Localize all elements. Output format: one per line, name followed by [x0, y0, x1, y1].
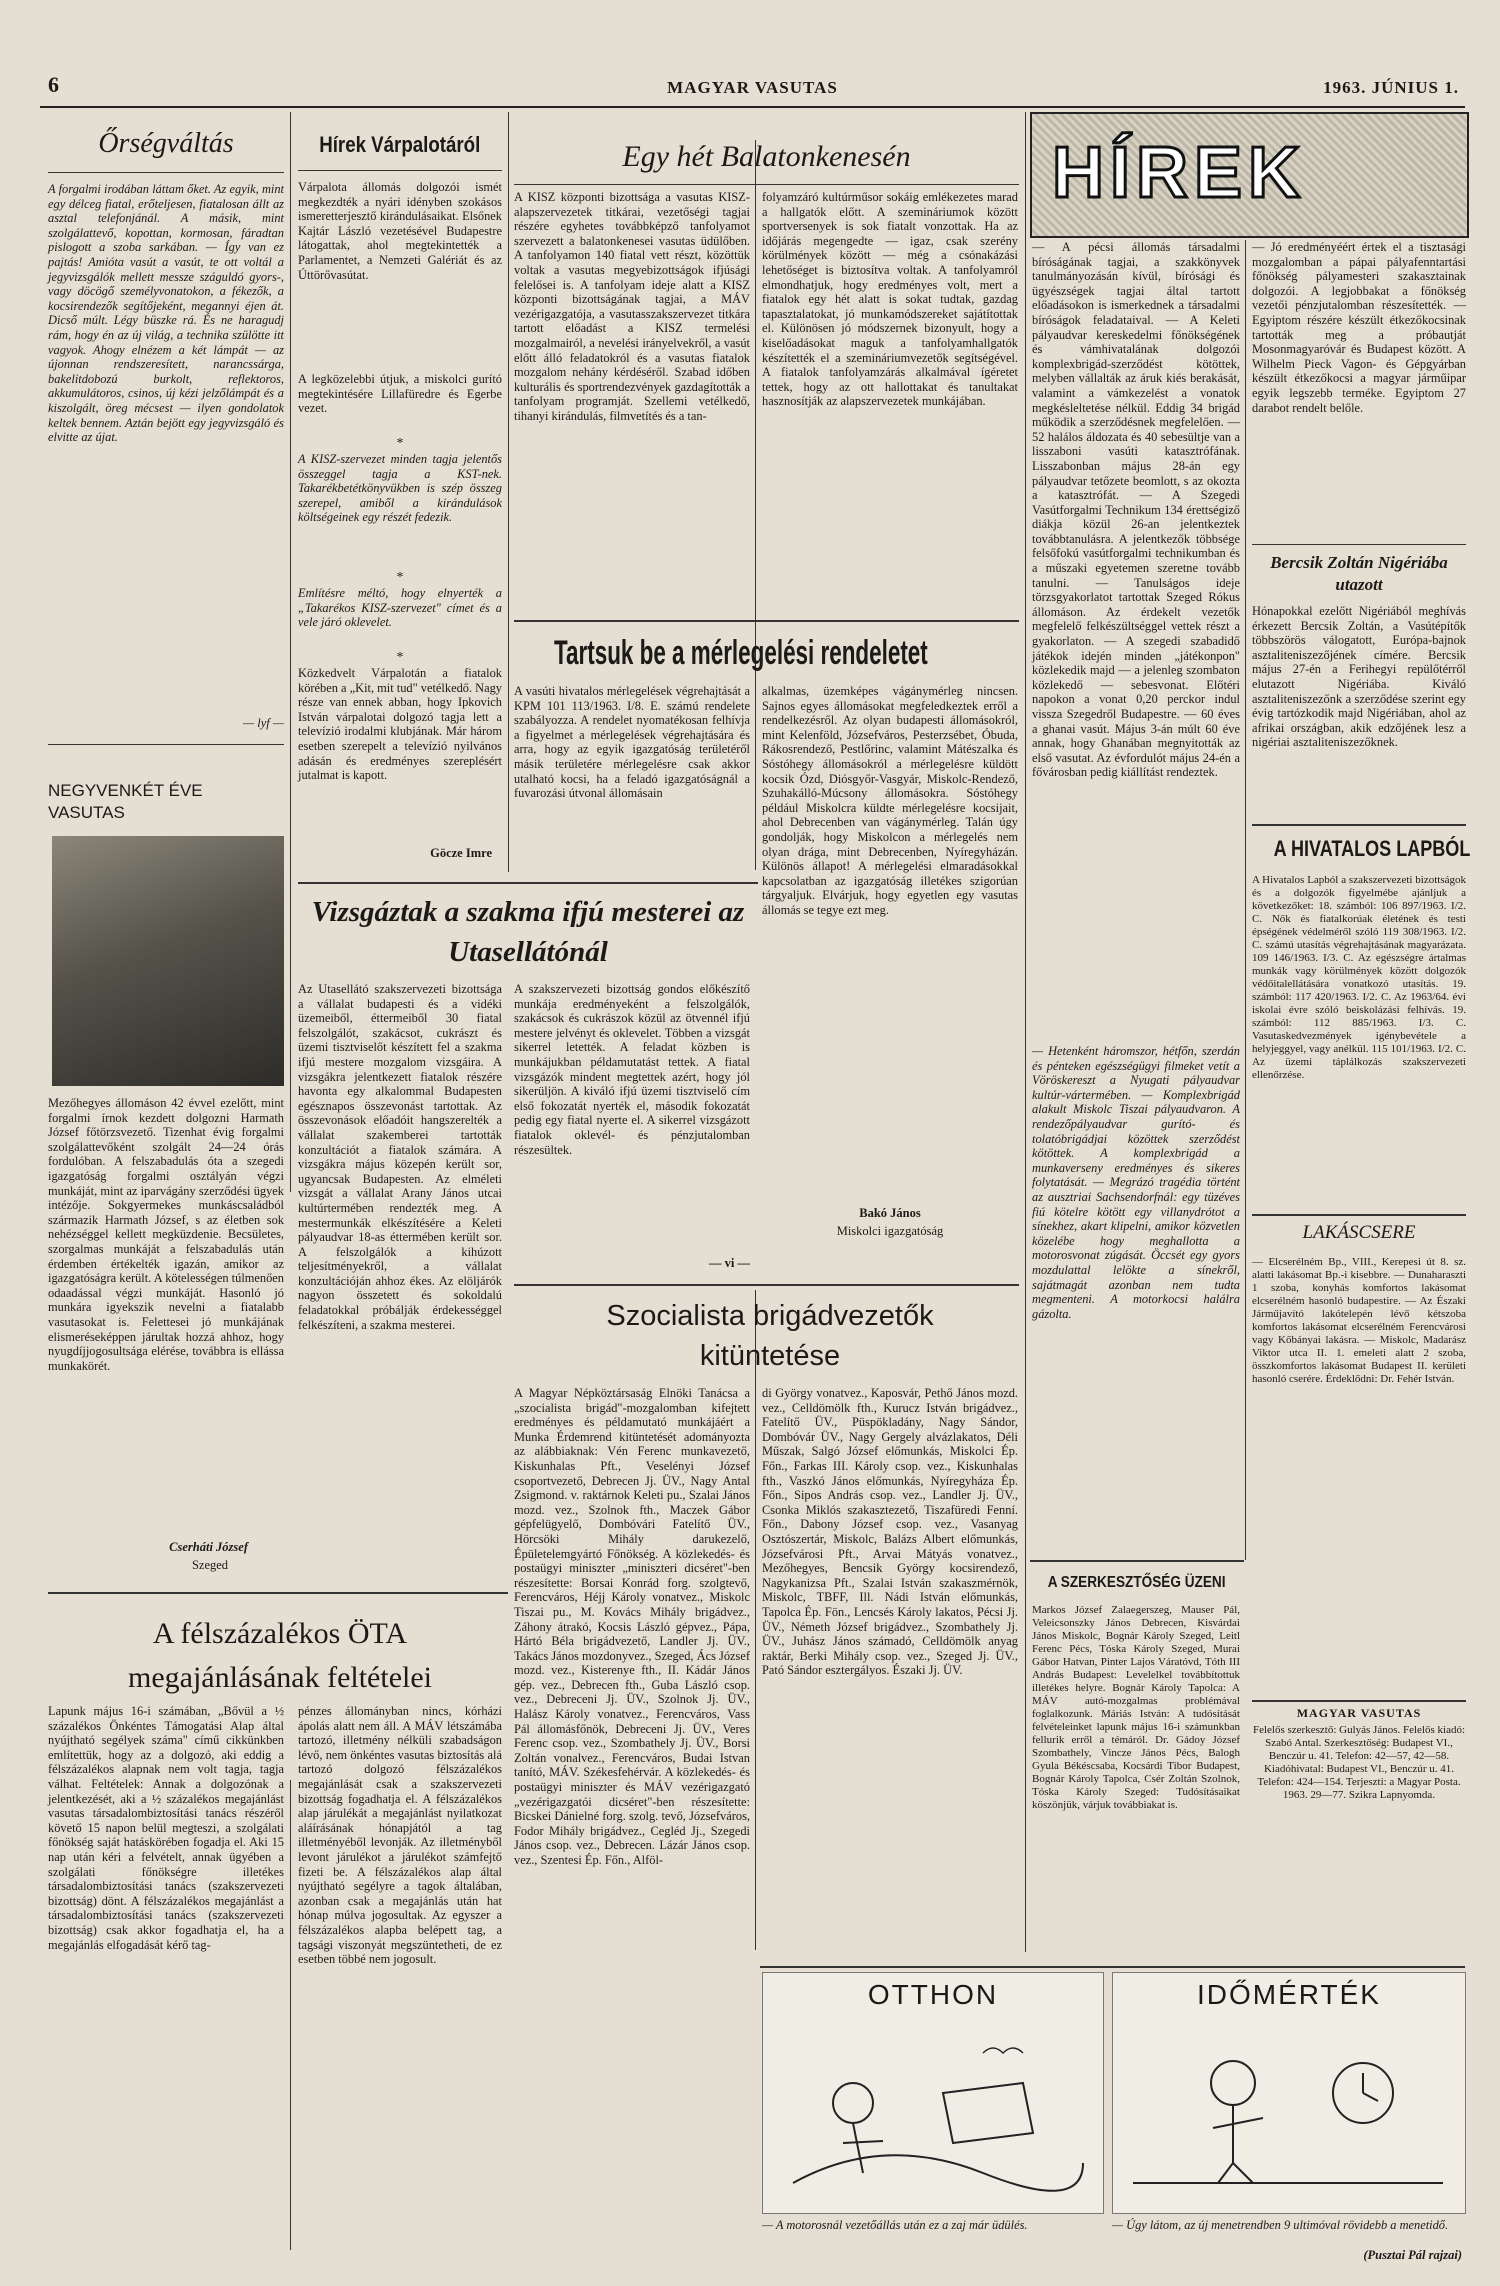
page-number: 6: [48, 72, 60, 97]
uzeni-body: Markos József Zalaegerszeg, Mauser Pál, Veleicsonszky János Debrecen, Kisvárdai János Miskolc, Bognár Károly Szeged, Leitl Ferenc Pécs, Tóska Károly Szeged, Murai Gábor Hatvan, Pinter Lajos Váratóvd, Tóth III András Budapest: Levelelkel továbbítottuk illetékes helyre. Bognár Károly Tapolca: A MÁV autó-mozgalmas problémával foglalkozunk. Máriás István: A tudósítását felvételeinket lapunk május 16-i számunkban fellurik erről a témáról. Dr. Gádoy József Szombathely, Vincze János Pécs, Balogh Gyula Békéscsaba, Kocsárdi Tibor Budapest, Bognár Károly Tapolca, Csér Zoltán Szolnok, Tóska Károly Szeged: Tudósításaikat köszönjük, várjuk továbbiakat is.: [1032, 1604, 1240, 1811]
bercsik-headline: Bercsik Zoltán Nigériába utazott: [1270, 553, 1448, 594]
uzeni-headline: A SZERKESZTŐSÉG ÜZENI: [1048, 1574, 1226, 1591]
divider: [48, 744, 284, 745]
separator-star: *: [396, 650, 404, 665]
hivatalos-headline-wrap: [1252, 836, 1471, 862]
divider: [48, 172, 284, 173]
balaton-col-1: A KISZ központi bizottsága a vasutas KISZ-alapszervezetek titkárai, vezetőségi tagjai részére egyhetes továbbképző tanfolyamot szervezett a balatonkenesei vasutas üdülőben. A tanfolyamon 140 fiatal vett részt, közöttük voltak a vasutas megyebizottságok ifjúsági felelősei is. A tanfolyam ideje alatt a KISZ központi bizottságának tagjai, a MÁV vezérigazgatója, a vasutasszakszervezet titkára tartott előadást a KISZ termelési mozgalmairól, a nevelési irányelvekről, a vasút előtt álló feladatokról és a vasutas fiatalok mozgalom nehány kérdéséről. Szabad időben kulturális és sportrendezvények gazdagították a tanfolyam programját. Szellemi vetélkedő, tihanyi kirándulás, filmvetítés és a tan-: [514, 190, 750, 423]
varpalota-body-3: A KISZ-szervezet minden tagja jelentős összeggel tagja a KST-nek. Takarékbetétkönyvükben is szép összeg szerepel, amiből a kirándulások költségeinek egy részét fedezik.: [298, 452, 502, 525]
ota-col-2: pénzes állományban nincs, kórházi ápolás alatt nem áll. A MÁV létszámába tartozó, illetmény nélküli szabadságon lévő, nem önkéntes vasutas biztosítás alá tartozó dolgozó félszázalékos megajánlását csak a szakszervezeti bizottság fogadhatja el. A félszázalékos alap járulékát a megajánlást nyilatkozat aláírásának hónapjától a tag illetményéből levonják. Az illetményből levont járulékot a járulékot számfejtő fizeti be. A félszázalékos alap által nyújtható segélyre a tagok általában, azonban csak a megajánlás után hat hónap múlva jogosultak. Az egyszer a félszázalékos alapba belépett tag, a tagsági viszonyát megszüntetheti, de ez esetben többé nem jogosult.: [298, 1704, 502, 1967]
varpalota-body-5: Közkedvelt Várpalotán a fiatalok körében a „Kit, mit tud" vetélkedő. Nagy része van ennek abban, hogy Ipkovich István várpalotai dolgozó tagja lett a televízió irodalmi klubjának. Már három esetben szerepelt a televízió nyilvános adásán és eredményes szereplésért jutalmat is kapott.: [298, 666, 502, 783]
bercsik-body: Hónapokkal ezelőtt Nigériából meghívás érkezett Bercsik Zoltán, a Vasútépítők többszörös válogatott, Európa-bajnok asztaliteniszezőjének címére. Bercsik május 27-én a Ferihegyi repülőtérről elutazott Nigériába. Kiváló asztaliteniszezőnk a szerződése szerint egy évig tartózkodik majd Nigériában, ahol az afrikai országban, akik edzőjének lesz a nigériai asztaliteniszezőknek.: [1252, 604, 1466, 750]
column-rule: [755, 140, 756, 870]
merlegelesi-col-2: alkalmas, üzemképes vágánymérleg nincsen. Sajnos egyes állomásokat megfeledkeztek erről a rendelkezésről. Az olyan budapesti állomásokról, mint Kelenföld, Józsefváros, Pesterzsébet, Óbuda, Rákosrendező, Pestlőrinc, valamint Mátészalka és Sóstóhegy állomásokról a mérlegelésre küldött kocsik Ózd, Diósgyőr-Vasgyár, Miskolc-Rendező, Szuhakálló-Múcsony állomásokra. Sóstóhegy például Miskolcra küldte mérlegelésre kocsijait, ahol Debrecenben van vágánymérleg. Talán úgy gondolják, hogy Miskolcon a mérlegelés nem olyan drága, mint Debrecenben, Nyíregyházán. Különös állapot! A mérlegelési elmaradásokkal kapcsolatban az igazgatóság illetékes szigorúan tárgyaljuk. Elvárjuk, hogy egyetlen egy vasutas állomás se tegye ezt meg.: [762, 684, 1018, 917]
cartoon-otthon: [762, 1972, 1104, 2214]
varpalota-body-2: A legközelebbi útjuk, a miskolci gurító megtekintésére Lillafüredre és Egerbe vezet.: [298, 372, 502, 416]
balaton-col-2: folyamzáró kultúrműsor sokáig emlékezetes marad a hallgatók előtt. A szemináriumok között sportversenyek is sok fiatalt vonzottak. Ha az időjárás megengedte — igaz, csak szerény körülmények között — még a csónakázási lehetőséget is biztosítva voltak. A tanfolyamról elmondhatjuk, hogy eredményes volt, mert a fiatalok egy hét alatt is sokat tudtak, gazdag tapasztalatokat, jó munkamódszereket sajátítottak el. Különösen jó módszernek bizonyult, hogy a kiselőadásokat maguk a tanfolyamhallgatók készítették el a szemináriumvezetők segítségével. A fiatalok tanfolyamzárás alkalmával ígéretet tettek, hogy az ott hallottakat és tanultakat hasznosítják az alapszervezetek munkájában.: [762, 190, 1018, 409]
cartoon-credit: (Pusztai Pál rajzai): [1363, 2248, 1462, 2262]
uzeni-headline-wrap: [1030, 1574, 1244, 1592]
impresszum-title: MAGYAR VASUTAS: [1296, 1706, 1422, 1720]
szocialista-col-1: A Magyar Népköztársaság Elnöki Tanácsa a „szocialista brigád"-mozgalomban kifejtett eredményes és példamutató munkájáért a Munka Érdemrend kitüntetését adományozta az alábbiaknak: Vén Ferenc munkavezető, Kiskunhalas Pft., Veselényi József csoportvezető, Debrecen Jj. ÜV., Nagy Antal Zsigmond. v. raktárnok Keleti pu., Szalai János mozd. vez., Szolnok fth., Maczek Gábor gépfelügyelő, Dombóvári Fatelítő ÜV., Hörcsöki Mihály darukezelő, Épületelemgyártó Főnökség. A közlekedés- és postaügyi miniszter „miniszteri dicséret"-ben részesítette: Borsai Konrád forg. szolgtevő, Ferencváros, Héjj Károly vonatvez., Miskolc Tiszai pu., M. Kovács Mihály brigádvez., Záhony átrakó, Kocsis László gépvez., Pápa, Hártó Béla brigádvezető, Landler Jj. ÜV., Takács János mozdonyvez., Szeged, Ács József mozd. vez., Kisterenye fth., II. Kádár János gép. vez., Debrecen fth., Guba László csop. vez., Debreceni Jj. ÜV., Szolnok Jj. ÜV., Halász Károly vonatvez., Ferencváros, Vass Pál állomásfőnök, Debreceni Jj. ÜV., Veres Ferenc csop. vez., Szombathely Jj. ÜV., Borsi Zoltán vonalvez., Ferencváros, Budai Istvan tanító, MÁV. Székesfehérvár. A közlekedés- és postaügyi miniszter és MÁV vezérigazgató „vezérigazgatói dicséret"-ben részesítette: Bicskei Dánielné forg. szolg. tevő, Józsefváros, Fodor Mihály brigádvez., Cegléd Jj., Szegedi János csop. vez., Debrecen. Lázár János csop. vez., Szentesi Ép. Főn., Alföl-: [514, 1386, 750, 1867]
cartoon-idomertek: [1112, 1972, 1466, 2214]
merlegelesi-signature-sub: Miskolci igazgatóság: [836, 1224, 944, 1238]
column-rule: [290, 112, 291, 1192]
szocialista-col-2: di György vonatvez., Kaposvár, Pethő János mozd. vez., Celldömölk fth., Kurucz István brigádvez., Fatelítő ÜV., Püspökladány, Nagy Sándor, Dombóvár ÜV., Nagy Gergely alvázlakatos, Déli Műszak, Salgó József előmunkás, Miskolci Ép. Főn., Farkas III. Károly csop. vez., Kiskunhalas fth., Vaszkó János előmunkás, Nyíregyháza Ép. Főn., Sipos András csop. vez., Landler Jj. ÜV., Csonka Miklós szakasztezető, Tiszafüredi Fenní. Főn., Dabony József csop. vez., Vasanyag Osztószertár, Miskolc, Balázs Albert előmunkás, Józsefvárosi Pft., Arvai Mátyás vonatvez., Mezőhegyes, Bencsik György kocsirendező, Nagykanizsa Pft., Szalai István szakaszmérnök, Miskolc, TBFF, Ill. Nádi István előmunkás, Tapolca Ép. Fön., Lencsés Károly lakatos, Pécsi Jj. ÜV., Németh József brigádvez., Szombathely Jj. ÜV., Juhász János számadó, Celldömölk anyag raktár, Berki Mihály csop. vez., Szeged Jj. ÜV., Pató Sándor esztergályos. Északi Jj. ÜV.: [762, 1386, 1018, 1678]
vizsgaztak-col-1: Az Utasellátó szakszervezeti bizottsága a vállalat budapesti és a vidéki üzemeiből, éttermeiből 30 fiatal felszolgálót, szakácsot, cukrászt és üzemi tisztviselőt készített fel a szakma ifjú mestere mozgalom vizsgáira. A vizsgákra jelentkezett fiatalok részére havonta egy alkalommal Budapesten egésznapos összevonást tartottak. Az összevonások előadóit hangszerelték a vállalat szakemberei tartották konzultációt a fiatalok számára. A vizsgákra május közepén került sor, ugyancsak Budapesten. Az elméleti vizsgát a vállalat Arany János utcai kultúrtermében rendezték meg. A mestermunkák elkészítésére a Keleti pályaudvar 18-as éttermében került sor. A felszolgálók a kihúzott teljesítményekről, a vállalat konzultációján ahhoz ékes. Az elöljárók nagyon összetett és sokoldalú feladatokkal próbálják érdekességgel felkészíteni, a szakma mesterei.: [298, 982, 502, 1332]
divider: [1252, 544, 1466, 545]
hirek-title-box: [1030, 112, 1469, 238]
divider: [1030, 1560, 1244, 1562]
hirek-col-1: — A pécsi állomás társadalmi bíróságának tagjai, a szakkönyvek tanulmányozásán kívül, bírósági és ügyészségek tagjai által tartott előadásokon is ismerkednek a társadalmi bíróságok feladataival. — A Keleti pályaudvar kereskedelmi főnökségének és vámhivatalának dolgozói komplexbrigád-szerződést kötöttek, melyben vállalták az áruk kiés berakását, valamint a vámkezelést a vonatok megkésleltetése nélkül. Eddig 34 brigád működik a szerződésnek megfelelően. — 52 halálos áldozata és 40 sebesültje van a lisszaboni vasúti katasztrófának. Lisszabonban május 28-án egy pályaudvar tetőzete beomlott, s az okozta a katasztrófát. — A Szegedi Vasútforgalmi Technikum 134 érettségiző diákja közül 26-an jelentkeztek továbbtanulásra. A jelentkezők többsége felsőfokú vasútforgalmi technikumban és a műszaki egyetemen szeretne tovább tanulni. — Tanulságos ideje törzsgyakorlatot tartottak Szeged Rókus állomáson. Az érdekelt vezetők megfelelő felkészültséggel vettek részt a gyakorlaton. — A szegedi szabadidő játékok idején minden „játékonpon" közlekedik majd — a jelenleg szombaton közlekedő — sebesvonat. Előtéri napokon a vonat 0,20 perckor indul vissza Szegedről Budapestre. — 60 éves a ghanai vasút. Május 3-án múlt 60 éve annak, hogy Ghanában megnyitották az első vasutat. Az évfordulót május 24-én a fővárosban pedig kiállítást rendeztek.: [1032, 240, 1240, 780]
orsegvaltas-signature: — lyf —: [243, 716, 284, 730]
varpalota-body-4: Említésre méltó, hogy elnyerték a „Takarékos KISZ-szervezet" címet és a vele járó oklevelet.: [298, 586, 502, 630]
cartoon-otthon-drawing: [763, 2013, 1103, 2213]
hirek-title: HÍREK: [1052, 133, 1307, 213]
merlegelesi-headline-wrap: [514, 630, 1019, 680]
column-rule: [1245, 240, 1246, 1560]
varpalota-signature: Göcze Imre: [430, 846, 492, 860]
hivatalos-headline: A HIVATALOS LAPBÓL: [1273, 836, 1471, 861]
column-rule: [508, 112, 509, 872]
varpalota-headline-wrap: [298, 132, 502, 158]
divider: [514, 184, 1019, 185]
cartoon-otthon-title: OTTHON: [867, 1979, 999, 2010]
cartoon-idomertek-drawing: [1113, 2013, 1465, 2213]
lakascsere-headline: LAKÁSCSERE: [1302, 1222, 1416, 1243]
varpalota-body-1: Várpalota állomás dolgozói ismét megkezdték a nyári idényben szokásos ismeretterjesztő kirándulásaikat. Elsőnek Kajtár László vezetésével Budapestre látogattak, ahol megtekintették a Parlamentet, a Nemzeti Galériát és az Úttörővasútat.: [298, 180, 502, 282]
divider: [298, 882, 758, 884]
negyvenket-place: Szeged: [191, 1558, 229, 1572]
vizsgaztak-signature: — vi —: [709, 1256, 750, 1270]
divider: [1252, 1214, 1466, 1216]
vizsgaztak-headline: Vizsgáztak a szakma ifjú mesterei az Utasellátónál: [311, 896, 745, 968]
column-rule: [290, 1780, 291, 2250]
lakascsere-body: — Elcserélném Bp., VIII., Kerepesi út 8. sz. alatti lakásomat Bp.-i kisebbre. — Dunaharaszti 1 szoba, konyhás komfortos lakásomat elcserélném hasonló budapestire. — Az Északi Járműjavító lakótelepén lévő kétszoba komfortos lakásomat elcserélném Ferencvárosi vagy Kőbányai lakásra. — Miskolc, Madarász Viktor utca II. 1. emeleti alatt 2 szoba, összkomfortos lakásomat Budapest II. kerületi hasonló cserére. Érdeklődni: Dr. Fehér István.: [1252, 1256, 1466, 1385]
divider: [48, 1592, 508, 1594]
impresszum-body: Felelős szerkesztő: Gulyás János. Felelős kiadó: Szabó Antal. Szerkesztőség: Budapest VI., Benczúr u. 41. Telefon: 42—57, 42—58. Kiadóhivatal: Budapest VI., Benczúr u. 41. Telefon: 424—154. Terjeszti: a Magyar Posta. 1963. 29—77. Szikra Lapnyomda.: [1252, 1724, 1466, 1801]
divider: [1252, 824, 1466, 826]
column-rule: [755, 1290, 756, 1950]
vizsgaztak-col-2: A szakszervezeti bizottság gondos előkészítő munkája eredményeként a felszolgálók, szakácsok és cukrászok közül az ötvennél ifjú mestere jelvényt és oklevelet. Többen a vizsgát sikerrel letették. A feladat közben is munkájukban példamutatást tettek. A fiatal vizsgázók mindent megtettek azért, hogy jól sikerüljön. A kiváló ifjú üzemi tisztviselő cím első fokozatát nyerték el, második fokozatát pedig egy fiatal nyerte el. A sikerrel vizsgázott fiatalok oklevél- és pénzjutalomban részesültek.: [514, 982, 750, 1157]
hivatalos-body: A Hivatalos Lapból a szakszervezeti bizottságok és a dolgozók figyelmébe ajánljuk a következőket: 18. számból: 106 897/1963. I/2. C. Nők és fiatalkorúak életének és testi épségének védelméről szóló 119 308/1963. I/2. C. számú utasítás végrehajtásának magyarázata. 109 146/1963. I/3. C. Az egészségre ártalmas munkák vagy körülmények között dolgozók védőitalellátására vonatkozó utasítás. 19. számból: 117 420/1963. I/2. C. Az 1963/64. évi iskolai évre szóló beiskolázási felhívás. 19. számból: 112 885/1963. I/3. C. Vasutaskedvezmények igénybevétele a helyjeggyel, vagy anélkül. 115 101/1963. I/2. C. Az üzemi táplálkozás szakszervezeti ellenőrzése.: [1252, 874, 1466, 1081]
issue-date: 1963. JÚNIUS 1.: [1323, 78, 1459, 97]
newspaper-title: MAGYAR VASUTAS: [667, 78, 838, 97]
negyvenket-signature: Cserháti József: [169, 1540, 248, 1554]
cartoon-idomertek-caption: — Úgy látom, az új menetrendben 9 ultimóval rövidebb a menetidő.: [1112, 2218, 1449, 2232]
orsegvaltas-headline: Őrségváltás: [98, 128, 234, 159]
hetenkent-body: — Hetenként háromszor, hétfőn, szerdán és pénteken egészségügyi filmeket vetít a Vöröskereszt a Nyugati pályaudvar kultúr-vártermében. — Komplexbrigád alakult Miskolc Tiszai pályaudvaron. A rendezőpályaudvar gurító- és tolatóbrigádjai közöttek szerződést kötöttek. A komplexbrigád a munkaverseny eredményes és sikeres folytatását. — Megrázó tragédia történt az ausztriai Sachsendorfnál: egy tüzéves fiú kötelre kötött egy villanydrótot a sínekhez, akart klipelni, amikor közvetlen közelébe hogy meghallotta a motorosvonat zúgását. Öccsét egy gyors mozdulattal lelökte a sínekről, sajátmagát azonban nem tudta megmenteni. A motorkocsi halálra gázolta.: [1032, 1044, 1240, 1321]
divider: [760, 1966, 1465, 1968]
column-rule: [1025, 112, 1026, 1952]
cartoon-otthon-caption: — A motorosnál vezetőállás után ez a zaj már üdülés.: [762, 2218, 1028, 2232]
ota-headline: A félszázalékos ÖTA megajánlásának feltételei: [128, 1617, 432, 1694]
negyvenket-body: Mezőhegyes állomáson 42 évvel ezelőtt, mint forgalmi írnok kezdett dolgozni Harmath József főtörzsvezető. Tizenhat évig forgalmi szolgálattevőként szolgált 24—24 órás fordulóban. A felszabadulás óta a szegedi igazgatóság forgalmi osztályán végzi munkáját, mint az iparvágány szerződési ügyek intézője. Sokgyermekes munkáscsaládból származik Harmath József, s az életben sok nehézséggel kellett megküzdenie. Becsületes, szorgalmas munkáját a felszabadulás után érdemben értékelték igazán, amikor az igazgatóságra került. A kötelességen túlmenően odaadással végzi munkáját. Hasonló jó munkára igyekszik nevelni a fiatalabb vasutasokat is. Felettesei jó munkájának elismeréseképpen járultak hozzá ahhoz, hogy nyugdíjjogosultsága elérése, továbbra is ellássa munkakörét.: [48, 1096, 284, 1373]
divider: [514, 620, 1019, 622]
divider: [514, 1284, 1019, 1286]
divider: [1252, 1700, 1466, 1702]
masthead: [40, 70, 1465, 108]
balaton-headline: Egy hét Balatonkenesén: [622, 140, 911, 173]
negyvenket-headline: NEGYVENKÉT ÉVE VASUTAS: [48, 781, 203, 822]
cartoon-idomertek-title: IDŐMÉRTÉK: [1197, 1979, 1381, 2010]
divider: [298, 170, 502, 171]
hirek-col-2: — Jó eredményéért értek el a tisztasági mozgalomban a pápai pályafenntartási főnökség pályamesteri szakasztainak dolgozói. A legjobbakat a főnökség vezetői pénzjutalomban részesítették. — Egyiptom részére készült étkezőkocsinak tartották meg a próbautját Mosonmagyaróvár és Budapest között. A Wilhelm Pieck Vagon- és Gépgyárban készült étkezőkocsi a magyar járműipar egyik legszebb terméke. Egyiptom 27 darabot rendelt belőle.: [1252, 240, 1466, 415]
orsegvaltas-body: A forgalmi irodában láttam őket. Az egyik, mint egy délceg fiatal, erőteljesen, fiatalosan állt az asztal telefonjánál. A másik, mint szolgálattevő, kopottan, kormosan, fáradtan pislogott a szoba sarkában. — Így van ez pajtás! Amióta vasút a vasút, te ott voltál a jegyvizsgálók mellett messze száguldó gyors-, vagy döcögő személyvonatokon, a fékezők, a kocsirendezők segítőjeként, megannyi éjen át. Dicső múlt. Légy büszke rá. És ne haragudj rám, hogy én az új világ, a technika szülötte itt vagyok. Ahogy elnézem a két lámpát — az újonnan rendszeresített, narancssárga, bakelitdobozú burkolt, reflektoros, akkumulátoros, csinos, új kézi jelzőlámpát és a kiszolgált, öreg mécsest — ilyen gondolatok keltek bennem. Aztán bejött egy jegyvizsgáló és elvitte az újat.: [48, 182, 284, 445]
portrait-photo: [52, 836, 284, 1086]
separator-star: *: [396, 436, 404, 451]
merlegelesi-headline: Tartsuk be a mérlegelési rendeletet: [554, 634, 928, 672]
varpalota-headline: Hírek Várpalotáról: [319, 132, 481, 157]
merlegelesi-col-1: A vasúti hivatalos mérlegelések végrehajtását a KPM 101 113/1963. I/8. E. számú rendelete szabályozza. A rendelet nyomatékosan felhívja a figyelmet a mérlegelések végrehajtására és arra, hogy az egyik igazgatóság területéről másik területére mérlegelésre csak akkor utalható kocsi, ha a feladó igazgatóságnál a fuvarozási útvonal állomásain: [514, 684, 750, 801]
szocialista-headline: Szocialista brigádvezetők kitüntetése: [606, 1300, 934, 1372]
merlegelesi-signature: Bakó János: [859, 1206, 921, 1220]
separator-star: *: [396, 570, 404, 585]
ota-col-1: Lapunk május 16-i számában, „Bővül a ½ százalékos Önkéntes Támogatási Alap által nyújtható segélyek száma" című cikkünkben említettük, hogy az a dolgozó, aki eddig a félszázalékos alapnak nem volt tagja, tagja válhat. Feltételek: Annak a dolgozónak a jelentkezését, aki a ½ százalékos megajánlást vasutas társadalombiztosítási tanács részéről követő 15 napon belül megteszi, a szolgálati főnökség saját hatáskörében fogadja el. Aki 15 nap után kéri a felvételt, annak ügyében a szolgálati főnökségre illetékes társadalombiztosítási tanács (szakszervezeti bizottság) dönt. A félszázalékos megajánlást a társadalombiztosítási tanács (szakszervezeti bizottság) csak akkor fogadhatja el, ha a megajánlás elfogadását kérő tag-: [48, 1704, 284, 1952]
